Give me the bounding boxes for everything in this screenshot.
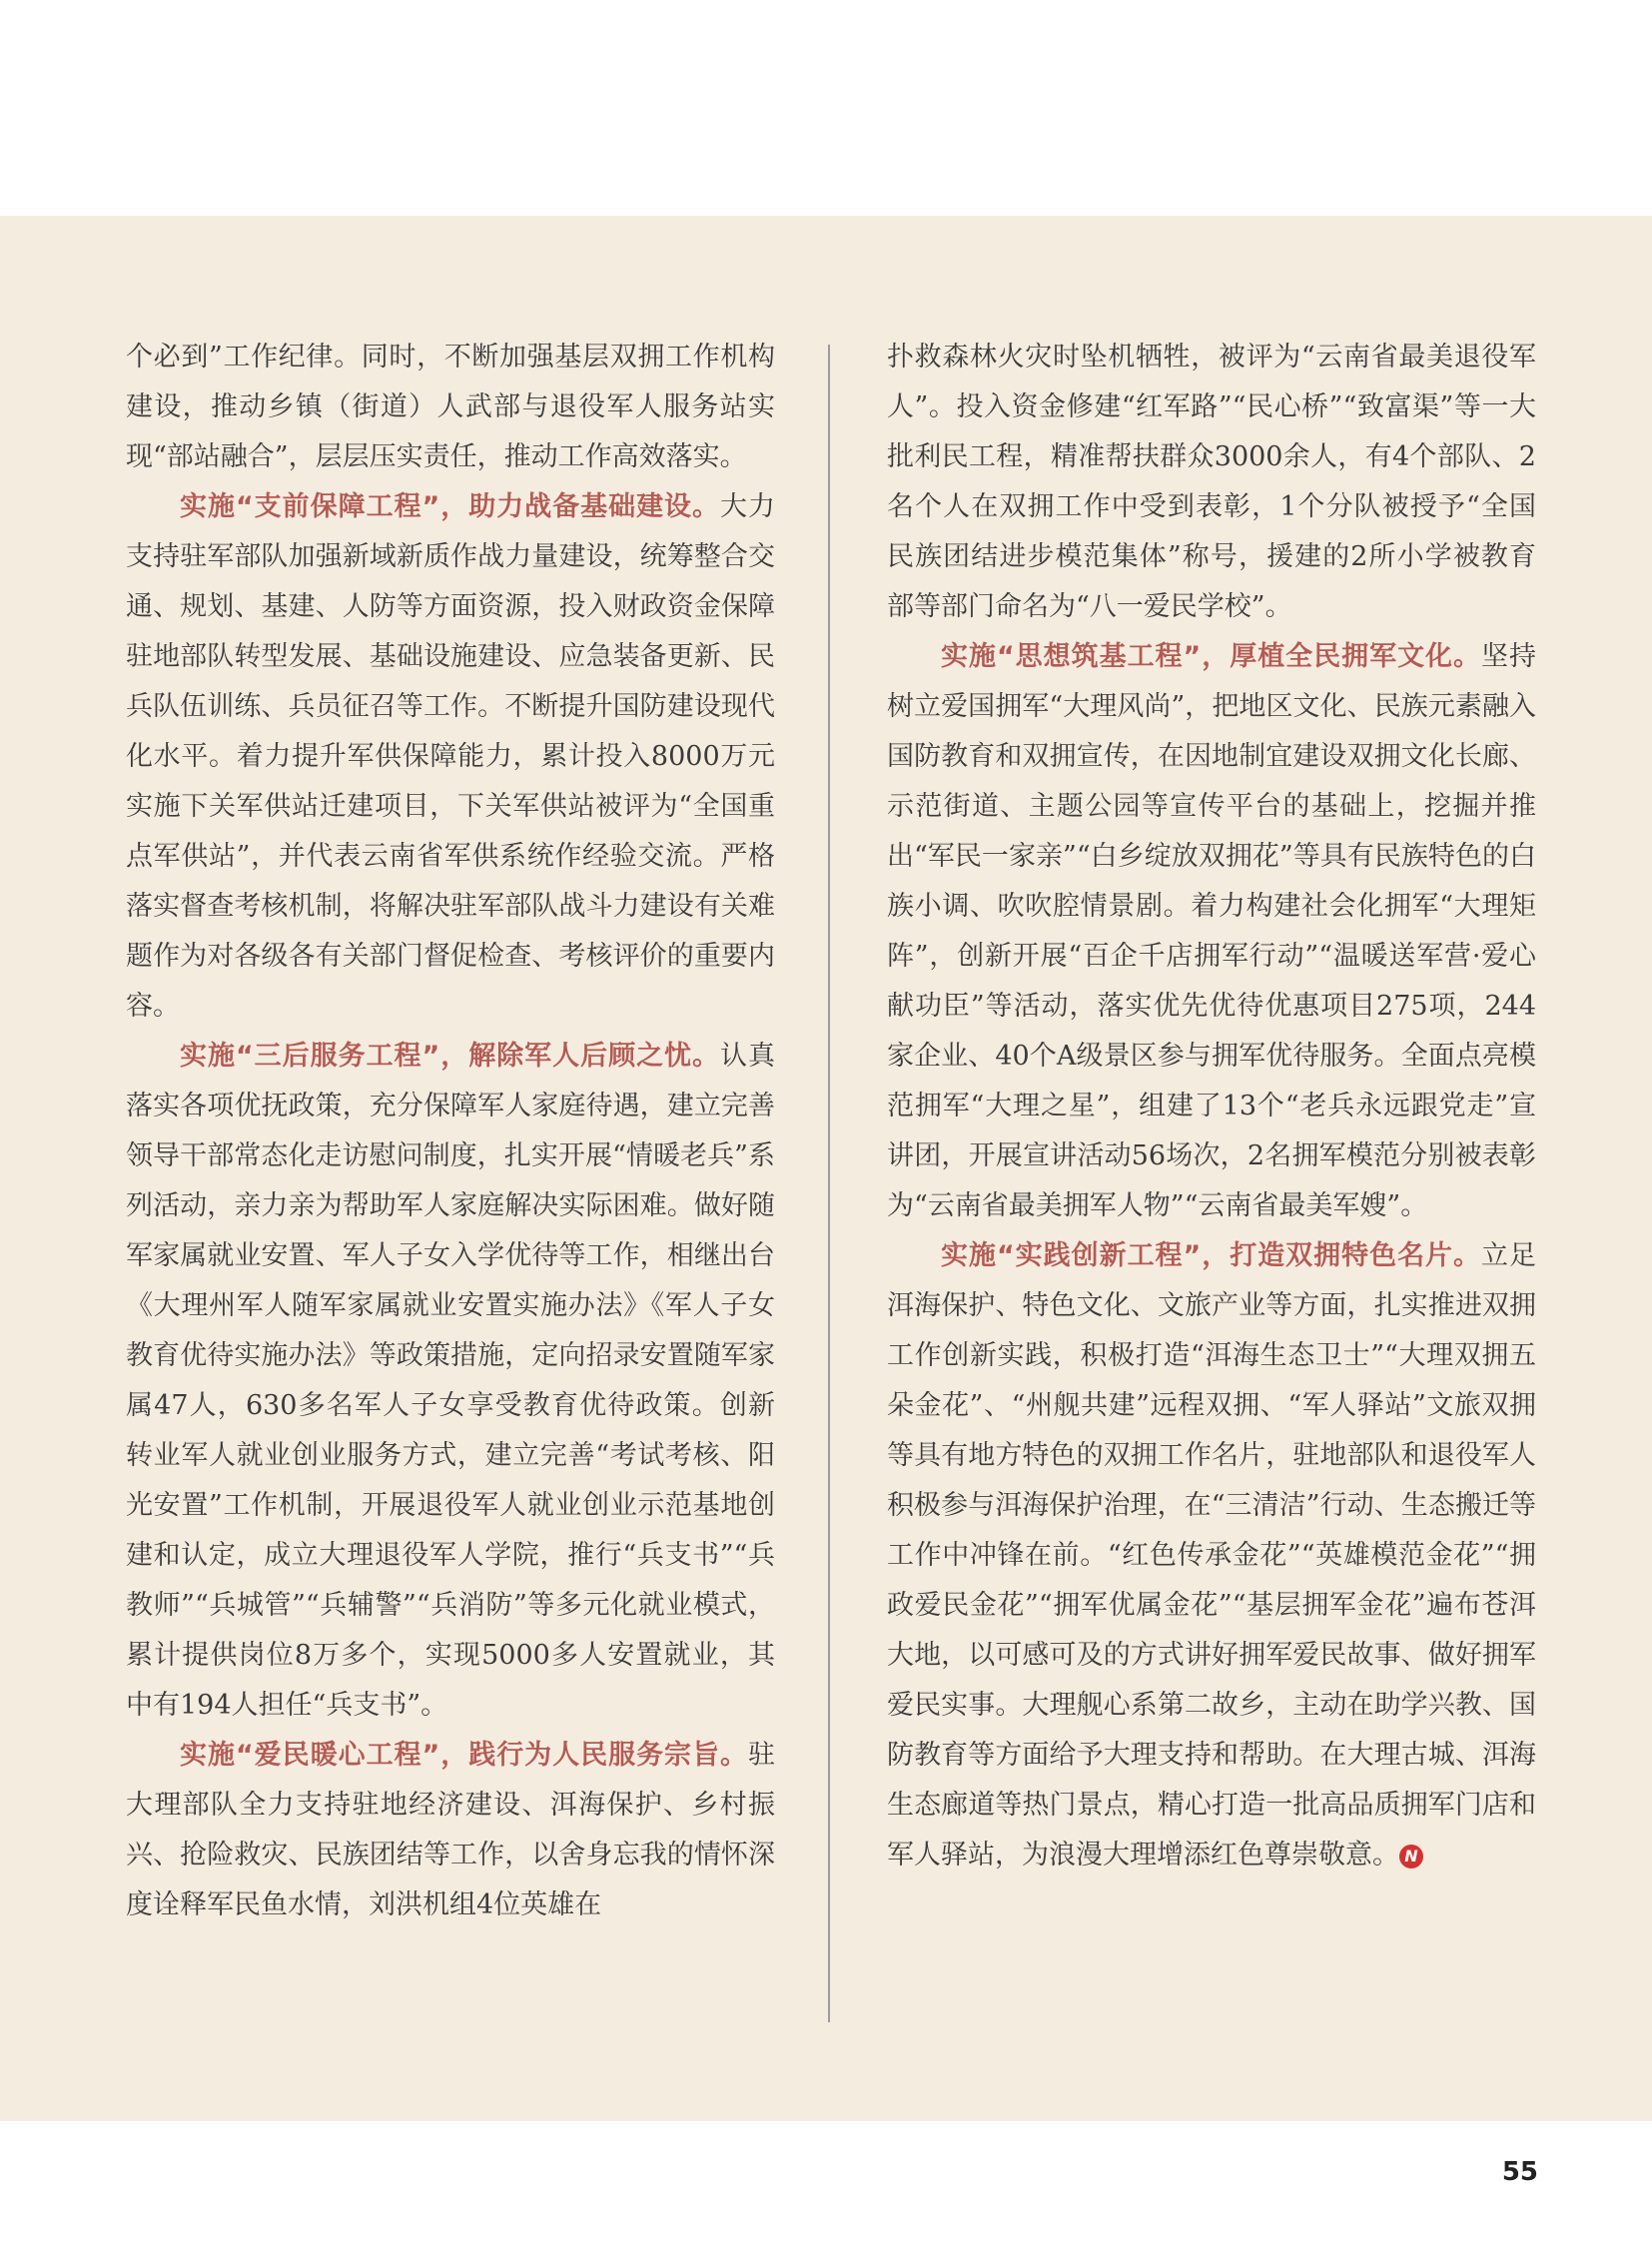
section-heading: 实施“三后服务工程”，解除军人后顾之忧。 [180, 1041, 721, 1072]
paragraph [887, 632, 1536, 1231]
paragraph: 扑救森林火灾时坠机牺牲，被评为“云南省最美退役军人”。投入资金修建“红军路”“民心桥”“致富渠”等一大批利民工程，精准帮扶群众3000余人，有4个部队、2名个人在双拥工作中受到表彰，1个分队被授予“全国民族团结进步模范集体”称号，援建的2所小学被教育部等部门命名为“八一爱民学校”。 [887, 342, 1536, 622]
page-number: 55 [1501, 2157, 1538, 2187]
paragraph [126, 1032, 775, 1731]
paragraph [126, 482, 775, 1032]
paragraph-body: 坚持树立爱国拥军“大理风尚”，把地区文化、民族元素融入国防教育和双拥宣传，在因地制宜建设双拥文化长廊、示范街道、主题公园等宣传平台的基础上，挖掘并推出“军民一家亲”“白乡绽放双拥花”等具有民族特色的白族小调、吹吹腔情景剧。着力构建社会化拥军“大理矩阵”，创新开展“百企千店拥军行动”“温暖送军营·爱心献功臣”等活动，落实优先优待优惠项目275项，244家企业、40个A级景区参与拥军优待服务。全面点亮模范拥军“大理之星”，组建了13个“老兵永远跟党走”宣讲团，开展宣讲活动56场次，2名拥军模范分别被表彰为“云南省最美拥军人物”“云南省最美军嫂”。 [887, 641, 1536, 1221]
paragraph-body: 驻大理部队全力支持驻地经济建设、洱海保护、乡村振兴、抢险救灾、民族团结等工作，以舍身忘我的情怀深度诠释军民鱼水情，刘洪机组4位英雄在 [126, 1740, 775, 1920]
paragraph-body: 大力支持驻军部队加强新域新质作战力量建设，统筹整合交通、规划、基建、人防等方面资源，投入财政资金保障驻地部队转型发展、基础设施建设、应急装备更新、民兵队伍训练、兵员征召等工作。不断提升国防建设现代化水平。着力提升军供保障能力，累计投入8000万元实施下关军供站迁建项目，下关军供站被评为“全国重点军供站”，并代表云南省军供系统作经验交流。严格落实督查考核机制，将解决驻军部队战斗力建设有关难题作为对各级各有关部门督促检查、考核评价的重要内容。 [126, 491, 775, 1022]
right-column [887, 333, 1536, 1880]
paragraph [887, 1231, 1536, 1880]
section-heading: 实施“思想筑基工程”，厚植全民拥军文化。 [941, 641, 1482, 672]
column-divider [828, 345, 830, 2022]
paragraph: 个必到”工作纪律。同时，不断加强基层双拥工作机构建设，推动乡镇（街道）人武部与退役军人服务站实现“部站融合”，层层压实责任，推动工作高效落实。 [126, 342, 775, 472]
section-heading: 实施“爱民暖心工程”，践行为人民服务宗旨。 [180, 1740, 748, 1771]
left-column [126, 333, 775, 1930]
paragraph [126, 1731, 775, 1930]
end-mark-icon: N [1399, 1845, 1423, 1868]
paragraph-body: 立足洱海保护、特色文化、文旅产业等方面，扎实推进双拥工作创新实践，积极打造“洱海生态卫士”“大理双拥五朵金花”、“州舰共建”远程双拥、“军人驿站”文旅双拥等具有地方特色的双拥工作名片，驻地部队和退役军人积极参与洱海保护治理，在“三清洁”行动、生态搬迁等工作中冲锋在前。“红色传承金花”“英雄模范金花”“拥政爱民金花”“拥军优属金花”“基层拥军金花”遍布苍洱大地，以可感可及的方式讲好拥军爱民故事、做好拥军爱民实事。大理舰心系第二故乡，主动在助学兴教、国防教育等方面给予大理支持和帮助。在大理古城、洱海生态廊道等热门景点，精心打造一批高品质拥军门店和军人驿站，为浪漫大理增添红色尊崇敬意。 [887, 1240, 1536, 1870]
paragraph-body: 认真落实各项优抚政策，充分保障军人家庭待遇，建立完善领导干部常态化走访慰问制度，扎实开展“情暖老兵”系列活动，亲力亲为帮助军人家庭解决实际困难。做好随军家属就业安置、军人子女入学优待等工作，相继出台《大理州军人随军家属就业安置实施办法》《军人子女教育优待实施办法》等政策措施，定向招录安置随军家属47人，630多名军人子女享受教育优待政策。创新转业军人就业创业服务方式，建立完善“考试考核、阳光安置”工作机制，开展退役军人就业创业示范基地创建和认定，成立大理退役军人学院，推行“兵支书”“兵教师”“兵城管”“兵辅警”“兵消防”等多元化就业模式，累计提供岗位8万多个，实现5000多人安置就业，其中有194人担任“兵支书”。 [126, 1041, 775, 1721]
section-heading: 实施“实践创新工程”，打造双拥特色名片。 [941, 1240, 1482, 1271]
section-heading: 实施“支前保障工程”，助力战备基础建设。 [180, 491, 721, 522]
